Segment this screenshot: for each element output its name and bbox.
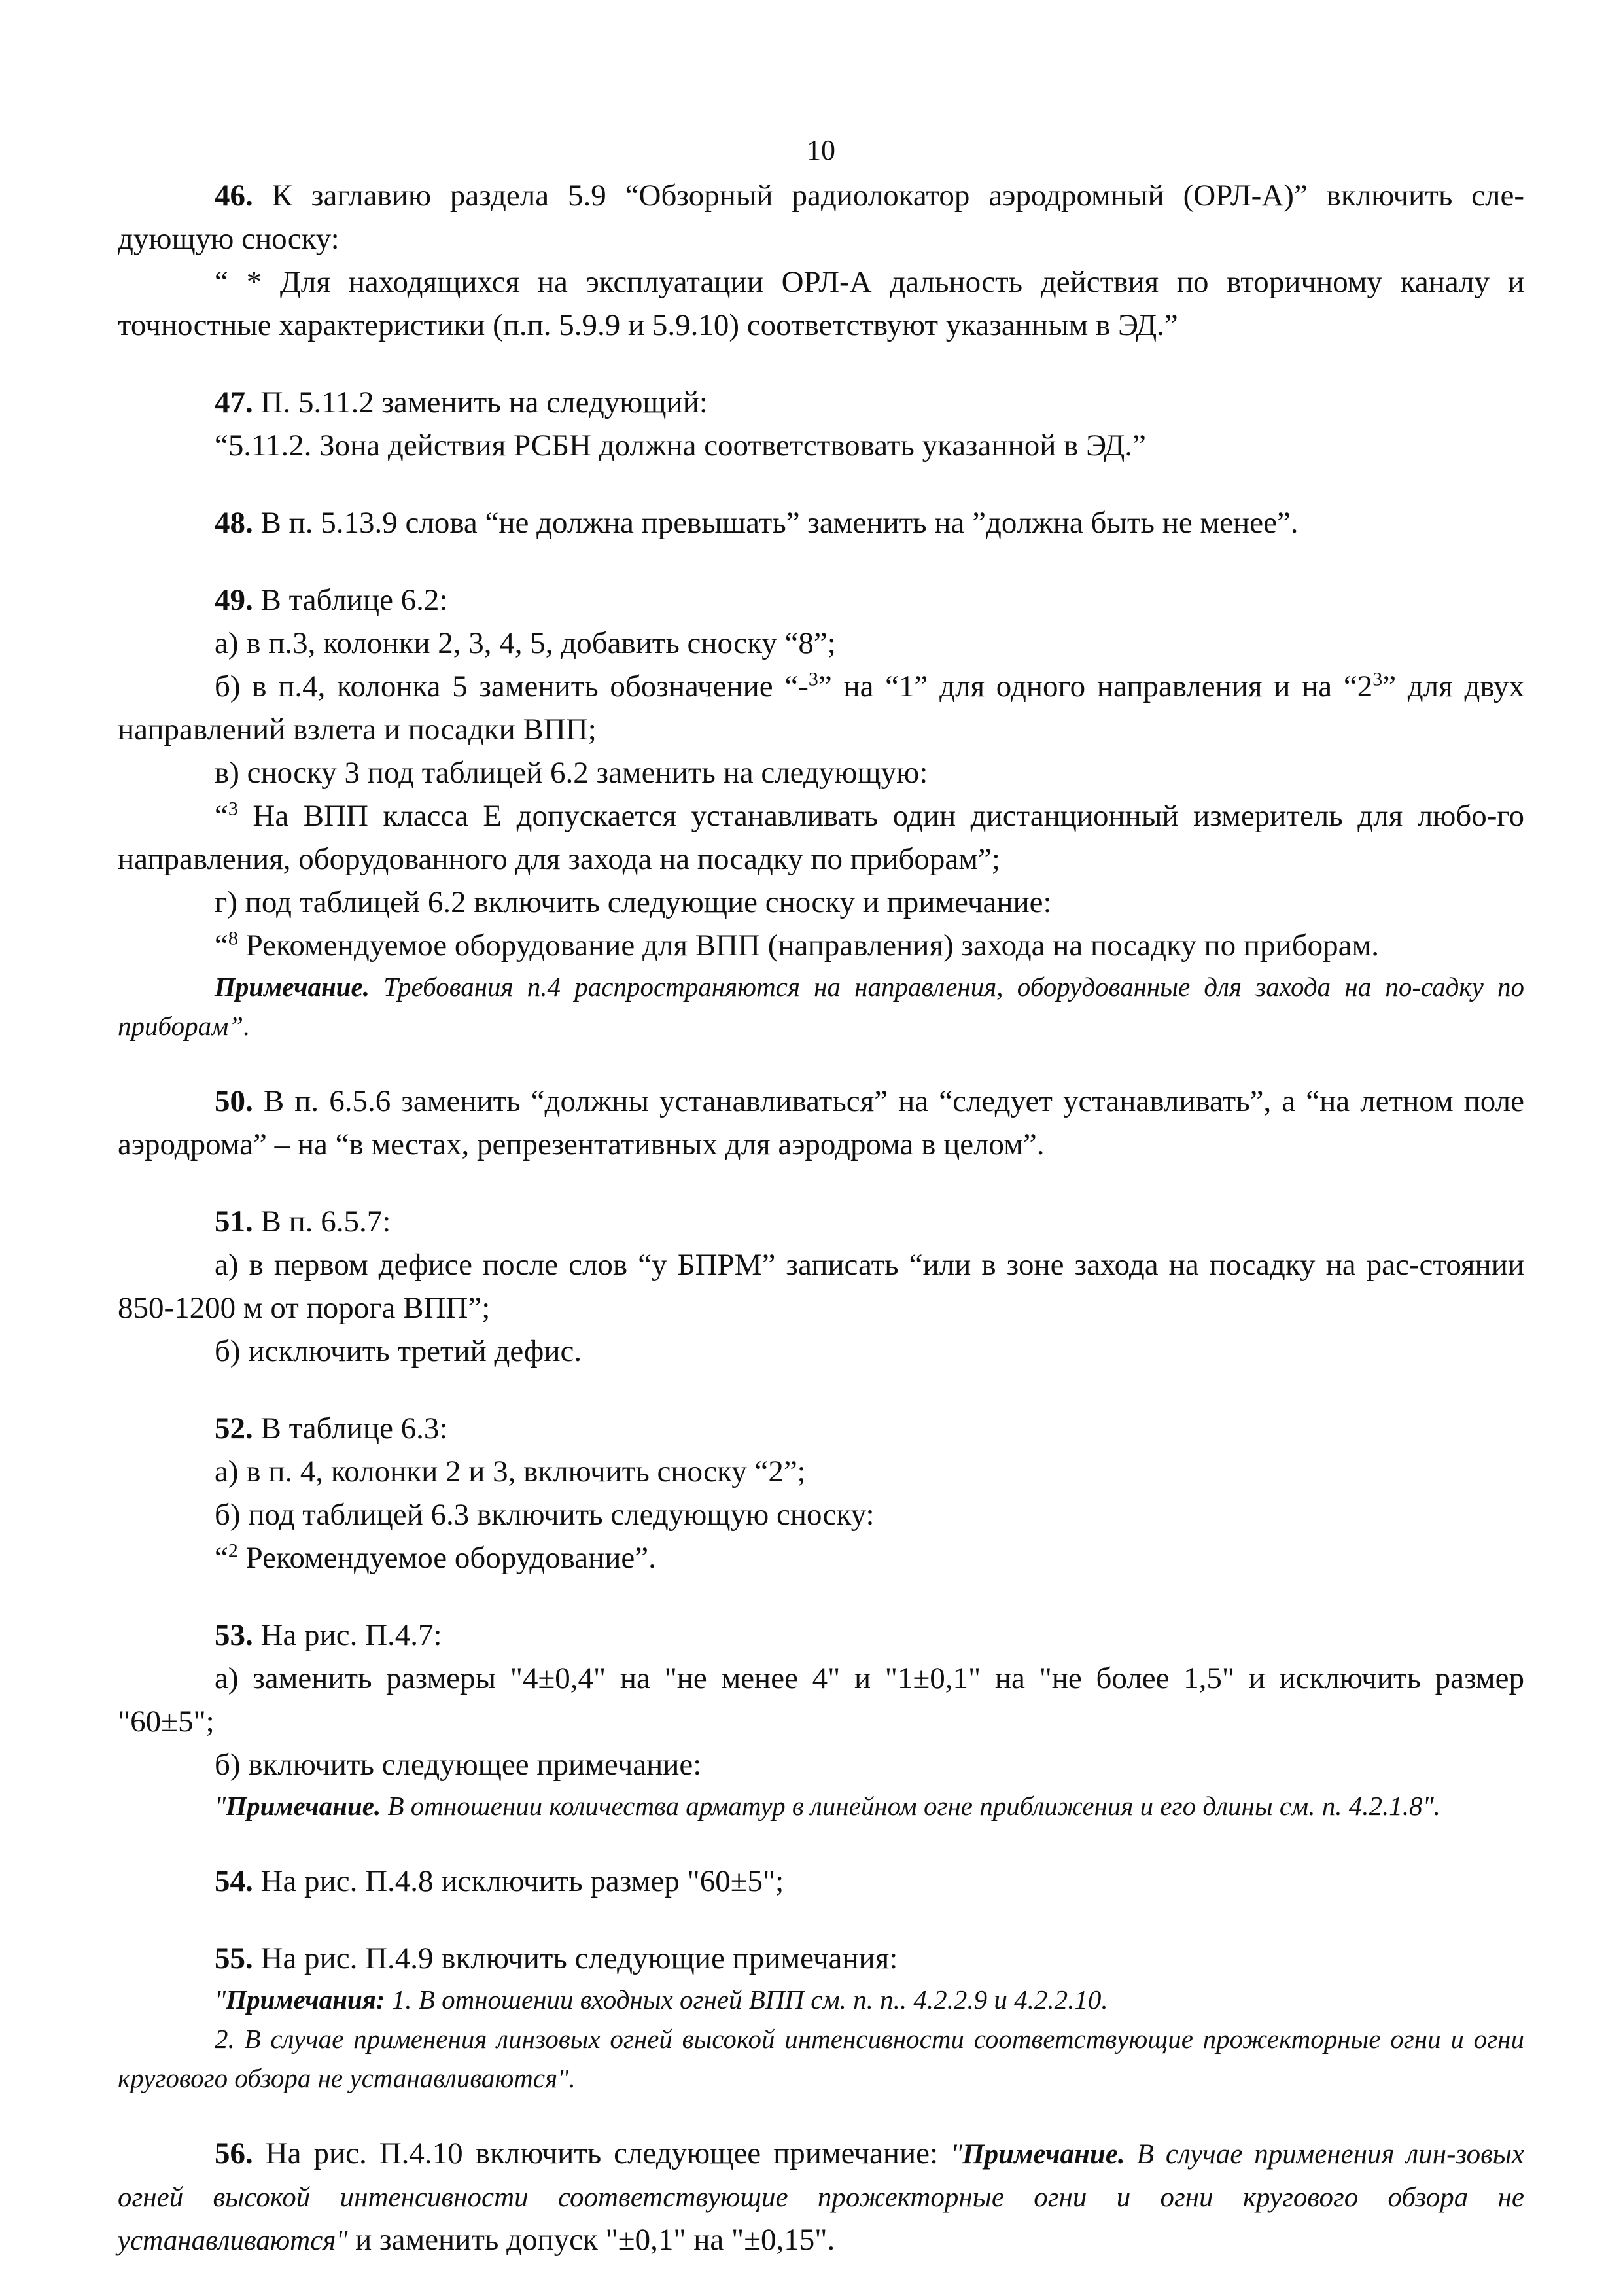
- item-49-number: 49.: [215, 583, 253, 617]
- note-text: В отношении количества арматур в линейном огне приближения и его длины см. п. 4.2.1.8".: [381, 1791, 1440, 1821]
- item-55-text: [118, 1937, 1524, 1980]
- item-52-text: [118, 1407, 1524, 1450]
- footnote-3-text: На ВПП класса Е допускается устанавливать один дистанционный измеритель для любо-го направления, оборудованного для захода на посадку по приборам”;: [118, 799, 1524, 876]
- footnote-marker: 8: [228, 927, 238, 949]
- item-49-note: [118, 967, 1524, 1046]
- item-56-text: [118, 2132, 1524, 2261]
- footnote-marker: 3: [228, 798, 238, 820]
- item-46-footnote: “ * Для находящихся на эксплуатации ОРЛ-А дальность действия по вторичному каналу и точностные характеристики (п.п. 5.9.9 и 5.9.10) соответствуют указанным в ЭД.”: [118, 265, 1524, 342]
- item-49-v: в) сноску 3 под таблицей 6.2 заменить на следующую:: [215, 756, 928, 790]
- item-49-footnote-3: [118, 794, 1524, 881]
- page-number: 10: [807, 134, 835, 166]
- item-49-b-part1: б) в п.4, колонка 5 заменить обозначение “-: [215, 669, 809, 703]
- item-52-a: а) в п. 4, колонки 2 и 3, включить сноску “2”;: [215, 1455, 806, 1489]
- item-47-line1: П. 5.11.2 заменить на следующий:: [253, 385, 708, 419]
- item-50-text: [118, 1080, 1524, 1166]
- item-56-line2: и заменить допуск "±0,1" на "±0,15".: [347, 2223, 835, 2257]
- footnote-marker: 3: [808, 668, 818, 690]
- note-1-text: 1. В отношении входных огней ВПП см. п. п.. 4.2.2.9 и 4.2.2.10.: [385, 1985, 1108, 2015]
- item-48: [118, 501, 1524, 544]
- item-49-line1: В таблице 6.2:: [253, 583, 448, 617]
- item-48-line1: В п. 5.13.9 слова “не должна превышать” заменить на ”должна быть не менее”.: [253, 506, 1299, 540]
- item-56-number: 56.: [215, 2136, 253, 2170]
- item-49-a: а) в п.3, колонки 2, 3, 4, 5, добавить сноску “8”;: [215, 626, 836, 660]
- item-47-text: [118, 381, 1524, 424]
- item-52-line1: В таблице 6.3:: [253, 1411, 448, 1445]
- item-51-a: а) в первом дефисе после слов “у БПРМ” записать “или в зоне захода на посадку на рас-стоянии 850-1200 м от порога ВПП”;: [118, 1248, 1524, 1325]
- footnote-8-text: Рекомендуемое оборудование для ВПП (направления) захода на посадку по приборам.: [237, 928, 1379, 963]
- item-49-b-part2: ” на “1” для одного направления и на “2: [818, 669, 1373, 703]
- item-49-g: г) под таблицей 6.2 включить следующие сноску и примечание:: [215, 885, 1052, 919]
- item-53-line1: На рис. П.4.7:: [253, 1618, 442, 1652]
- item-51-line1: В п. 6.5.7:: [253, 1205, 391, 1239]
- item-47: [118, 381, 1524, 467]
- item-53-a: а) заменить размеры "4±0,4" на "не менее 4" и "1±0,1" на "не более 1,5" и исключить размер "60±5";: [118, 1661, 1524, 1739]
- item-50-line1: В п. 6.5.6 заменить “должны устанавливаться” на “следует устанавливать”, а “на летном поле аэродрома” – на “в местах, репрезентативных для аэродрома в целом”.: [118, 1084, 1524, 1161]
- item-53-b: б) включить следующее примечание:: [215, 1748, 702, 1782]
- note-label: Примечание.: [226, 1791, 381, 1821]
- item-52: [118, 1407, 1524, 1580]
- item-53-text: [118, 1614, 1524, 1657]
- item-52-b: б) под таблицей 6.3 включить следующую сноску:: [215, 1498, 875, 1532]
- item-52-number: 52.: [215, 1411, 253, 1445]
- item-55-line1: На рис. П.4.9 включить следующие примечания:: [253, 1941, 898, 1975]
- item-54-text: [118, 1860, 1524, 1903]
- note-label: Примечание.: [962, 2139, 1125, 2170]
- document-page: [118, 131, 1524, 2295]
- item-49-b: [118, 665, 1524, 751]
- item-46-number: 46.: [215, 179, 253, 213]
- item-55-note-2: 2. В случае применения линзовых огней высокой интенсивности соответствующие прожекторные огни и огни кругового обзора не устанавливаются".: [118, 2024, 1524, 2093]
- item-49-b-part3: ” для двух направлений взлета и посадки ВПП;: [118, 669, 1524, 747]
- quote-mark: “: [215, 1541, 228, 1575]
- item-46-line1: К заглавию раздела 5.9 “Обзорный радиолокатор аэродромный (ОРЛ-А)” включить сле-дующую сноску:: [118, 179, 1524, 256]
- item-50: [118, 1080, 1524, 1166]
- footnote-marker: 2: [228, 1540, 238, 1562]
- item-55-note-1: [118, 1980, 1524, 2019]
- item-46: [118, 174, 1524, 347]
- item-49: [118, 578, 1524, 1046]
- note-text: В случае применения лин-зовых огней высокой интенсивности соответствующие прожекторные огни и огни кругового обзора не устанавливаются": [118, 2139, 1524, 2256]
- note-label: Примечание.: [215, 972, 370, 1002]
- quote-mark: “: [215, 799, 228, 833]
- quote-mark: ": [215, 1985, 226, 2015]
- item-50-number: 50.: [215, 1084, 253, 1118]
- item-54: [118, 1860, 1524, 1903]
- item-53-number: 53.: [215, 1618, 253, 1652]
- item-55-number: 55.: [215, 1941, 253, 1975]
- item-49-text: [118, 578, 1524, 622]
- note-label: Примечания:: [226, 1985, 385, 2015]
- item-48-text: [118, 501, 1524, 544]
- quote-mark: “: [215, 928, 228, 963]
- item-49-footnote-8: [118, 924, 1524, 967]
- item-56-line1: На рис. П.4.10 включить следующее примечание:: [253, 2136, 951, 2170]
- item-46-text: [118, 174, 1524, 260]
- item-48-number: 48.: [215, 506, 253, 540]
- item-55: [118, 1937, 1524, 2098]
- item-47-number: 47.: [215, 385, 253, 419]
- item-54-line1: На рис. П.4.8 исключить размер "60±5";: [253, 1864, 784, 1898]
- item-54-number: 54.: [215, 1864, 253, 1898]
- item-53-note: [118, 1786, 1524, 1826]
- item-47-replacement: “5.11.2. Зона действия РСБН должна соответствовать указанной в ЭД.”: [215, 429, 1146, 463]
- quote-mark: ": [951, 2139, 963, 2170]
- item-51-b: б) исключить третий дефис.: [215, 1334, 582, 1368]
- item-53: [118, 1614, 1524, 1826]
- item-51-text: [118, 1200, 1524, 1243]
- quote-mark: ": [215, 1791, 226, 1821]
- item-51-number: 51.: [215, 1205, 253, 1239]
- footnote-marker: 3: [1372, 668, 1383, 690]
- note-text: Требования п.4 распространяются на направления, оборудованные для захода на по-садку по приборам”.: [118, 972, 1524, 1041]
- item-56: [118, 2132, 1524, 2261]
- item-52-footnote-2: [118, 1536, 1524, 1580]
- footnote-2-text: Рекомендуемое оборудование”.: [237, 1541, 656, 1575]
- item-51: [118, 1200, 1524, 1373]
